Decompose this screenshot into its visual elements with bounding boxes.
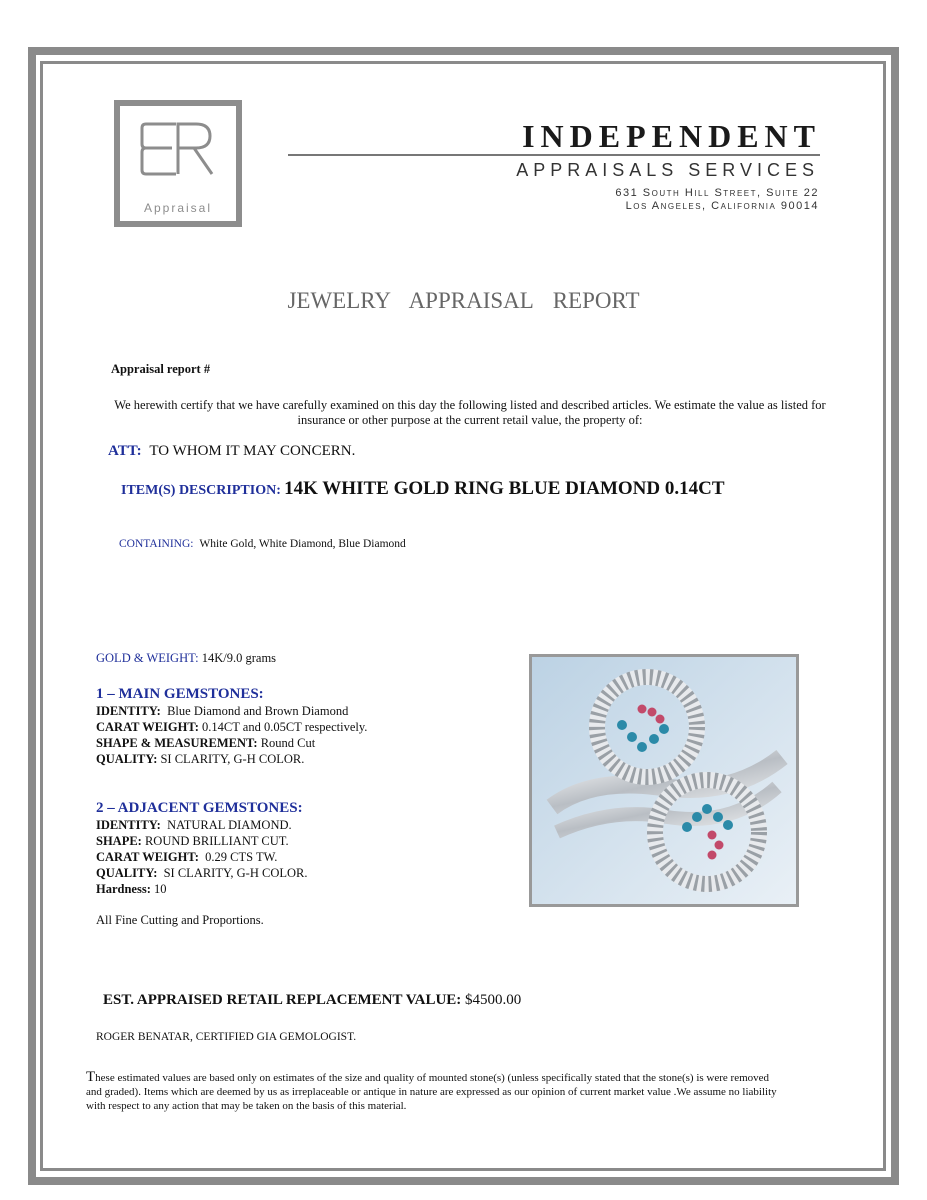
- adjacent-carat-value: 0.29 CTS TW.: [205, 850, 278, 864]
- main-shape-value: Round Cut: [260, 736, 316, 750]
- adjacent-quality-value: SI CLARITY, G-H COLOR.: [163, 866, 308, 880]
- adjacent-identity-value: NATURAL DIAMOND.: [167, 818, 292, 832]
- gold-weight-label: GOLD & WEIGHT:: [96, 651, 199, 665]
- adjacent-shape-label: SHAPE:: [96, 834, 142, 848]
- containing-line: [119, 538, 406, 550]
- main-carat-value: 0.14CT and 0.05CT respectively.: [202, 720, 368, 734]
- report-title: JEWELRY APPRAISAL REPORT: [287, 288, 640, 313]
- certification-text: We herewith certify that we have carefully examined on this day the following listed and described articles. We estimate the value as listed for insurance or other purpose at the current retail value, the property of:: [114, 398, 826, 427]
- ring-photo: [529, 654, 799, 907]
- containing-label: CONTAINING:: [119, 538, 194, 550]
- adjacent-quality-label: QUALITY:: [96, 866, 158, 880]
- gold-weight-line: [96, 651, 276, 666]
- appraisal-report-number-label: Appraisal report #: [111, 362, 211, 376]
- proportions-text: All Fine Cutting and Proportions.: [96, 913, 264, 927]
- main-shape-label: SHAPE & MEASUREMENT:: [96, 736, 258, 750]
- main-shape-line: [96, 736, 315, 751]
- adjacent-quality-line: [96, 866, 307, 881]
- main-carat-label: CARAT WEIGHT:: [96, 720, 199, 734]
- adjacent-shape-line: [96, 834, 289, 849]
- att-line: [108, 443, 355, 460]
- disclaimer-first-letter: T: [86, 1069, 96, 1085]
- main-identity-label: IDENTITY:: [96, 704, 161, 718]
- item-description-line: [121, 478, 725, 500]
- main-quality-line: [96, 752, 304, 767]
- item-description-label: ITEM(S) DESCRIPTION:: [121, 483, 281, 498]
- adjacent-gemstones-heading: 2 – ADJACENT GEMSTONES:: [96, 800, 303, 816]
- gemologist-signature: ROGER BENATAR, CERTIFIED GIA GEMOLOGIST.: [96, 1031, 357, 1043]
- ring-illustration: [532, 657, 796, 904]
- er-monogram-icon: [138, 118, 218, 180]
- main-identity-line: [96, 704, 348, 719]
- logo-mark: [120, 118, 236, 185]
- company-name: INDEPENDENT: [522, 118, 821, 154]
- containing-value: White Gold, White Diamond, Blue Diamond: [199, 538, 406, 550]
- att-label: ATT:: [108, 443, 142, 459]
- main-carat-line: [96, 720, 367, 735]
- logo-text: Appraisal: [143, 201, 213, 215]
- adjacent-hardness-line: [96, 882, 167, 897]
- disclaimer-text: [86, 1070, 786, 1113]
- header-rule: [288, 154, 820, 156]
- company-subtitle: APPRAISALS SERVICES: [516, 160, 819, 180]
- att-value: TO WHOM IT MAY CONCERN.: [149, 443, 356, 459]
- item-description-value: 14K WHITE GOLD RING BLUE DIAMOND 0.14CT: [284, 478, 725, 499]
- address-line-1: 631 South Hill Street, Suite 22: [615, 187, 819, 199]
- company-logo: [114, 100, 242, 227]
- adjacent-hardness-label: Hardness:: [96, 882, 151, 896]
- gold-weight-value: 14K/9.0 grams: [201, 651, 277, 665]
- main-identity-value: Blue Diamond and Brown Diamond: [167, 704, 349, 718]
- adjacent-identity-line: [96, 818, 292, 833]
- adjacent-identity-label: IDENTITY:: [96, 818, 161, 832]
- appraised-value-label: EST. APPRAISED RETAIL REPLACEMENT VALUE:: [103, 992, 462, 1008]
- address-line-2: Los Angeles, California 90014: [625, 200, 819, 212]
- adjacent-shape-value: ROUND BRILLIANT CUT.: [144, 834, 289, 848]
- main-quality-label: QUALITY:: [96, 752, 158, 766]
- appraised-value-amount: $4500.00: [465, 992, 522, 1008]
- adjacent-carat-label: CARAT WEIGHT:: [96, 850, 199, 864]
- disclaimer-body: hese estimated values are based only on estimates of the size and quality of mounted stone(s) (unless specifically stated that the stone(s) is were removed and graded). Items which are deemed by us as irreplaceable or antique in nature are expressed as our opinion of current market value .We assume no liability with respect to any action that may be taken on the basis of this material.: [86, 1072, 777, 1112]
- adjacent-hardness-value: 10: [154, 882, 167, 896]
- adjacent-carat-line: [96, 850, 277, 865]
- main-gemstones-heading: 1 – MAIN GEMSTONES:: [96, 686, 264, 702]
- appraised-value-line: [103, 992, 521, 1009]
- main-quality-value: SI CLARITY, G-H COLOR.: [160, 752, 305, 766]
